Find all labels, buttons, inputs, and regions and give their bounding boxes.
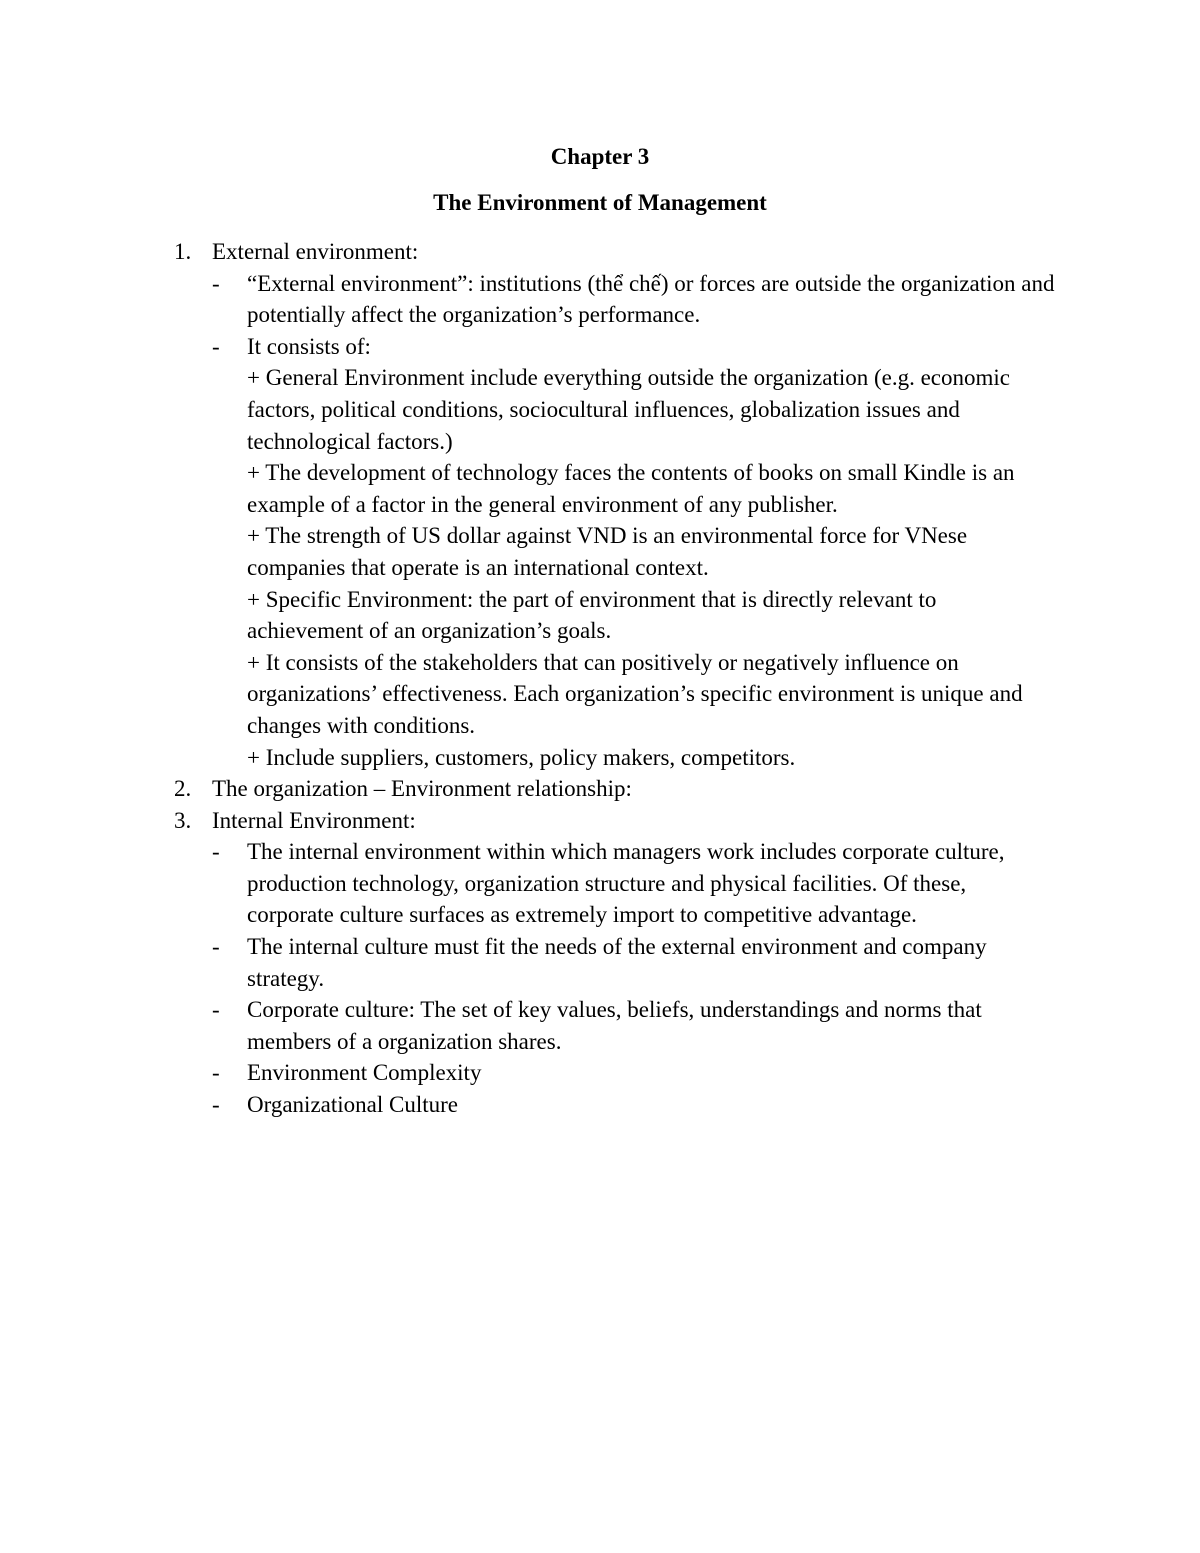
bullet-marker: - [212,934,220,960]
bullet-marker: - [212,270,220,296]
bullet-marker: - [212,333,220,359]
section-heading: The organization – Environment relationship: [212,776,632,802]
sub-point: + The strength of US dollar against VND is an environmental force for VNese companies that operate is an international context. [247,523,968,580]
bullet-marker: - [212,1092,220,1118]
section-number: 1. [174,239,192,264]
sub-point: + The development of technology faces the contents of books on small Kindle is an example of a factor in the general environment of any publisher. [247,460,1015,517]
list-item [212,1057,1057,1089]
bullet-text: Corporate culture: The set of key values, beliefs, understandings and norms that members of a organization shares. [247,997,982,1054]
list-item [212,836,1057,931]
bullet-marker: - [212,839,220,865]
section-organization-relationship [0,773,1200,805]
section-heading: Internal Environment: [212,807,416,833]
sub-point: + Include suppliers, customers, policy makers, competitors. [247,744,796,770]
section-heading: External environment: [212,239,419,264]
list-item [212,994,1057,1057]
list-item [212,1089,1057,1121]
section-number: 2. [174,776,192,802]
bullet-marker: - [212,997,220,1023]
bullet-text: Environment Complexity [247,1060,482,1086]
bullet-text: The internal environment within which managers work includes corporate culture, production technology, organization structure and physical facilities. Of these, corporate culture surfaces as extremely import to competitive advantage. [247,839,1005,928]
bullet-text: Organizational Culture [247,1092,458,1118]
document-body [0,236,1200,1121]
sub-point: + It consists of the stakeholders that can positively or negatively influence on organizations’ effectiveness. Each organization’s specific environment is unique and changes with conditions. [247,649,1023,738]
section-number: 3. [174,807,192,833]
list-item [212,331,1057,773]
bullet-marker: - [212,1060,220,1086]
section-internal-environment [0,805,1200,1121]
chapter-label: Chapter 3 [550,144,650,169]
list-item [212,268,1057,331]
bullet-list [212,836,1200,1120]
sub-point: + General Environment include everything outside the organization (e.g. economic factors, political conditions, sociocultural influences, globalization issues and technological factors.) [247,365,1010,454]
bullet-text: The internal culture must fit the needs of the external environment and company strategy. [247,934,987,991]
list-item [212,931,1057,994]
bullet-list [212,268,1200,774]
sub-point: + Specific Environment: the part of environment that is directly relevant to achievement of an organization’s goals. [247,586,937,644]
document-title: The Environment of Management [433,190,767,215]
section-external-environment [0,236,1200,773]
bullet-text: It consists of: [247,333,371,359]
bullet-text: “External environment”: institutions (thể chế) or forces are outside the organization and potentially affect the organization’s performance. [247,270,1055,328]
